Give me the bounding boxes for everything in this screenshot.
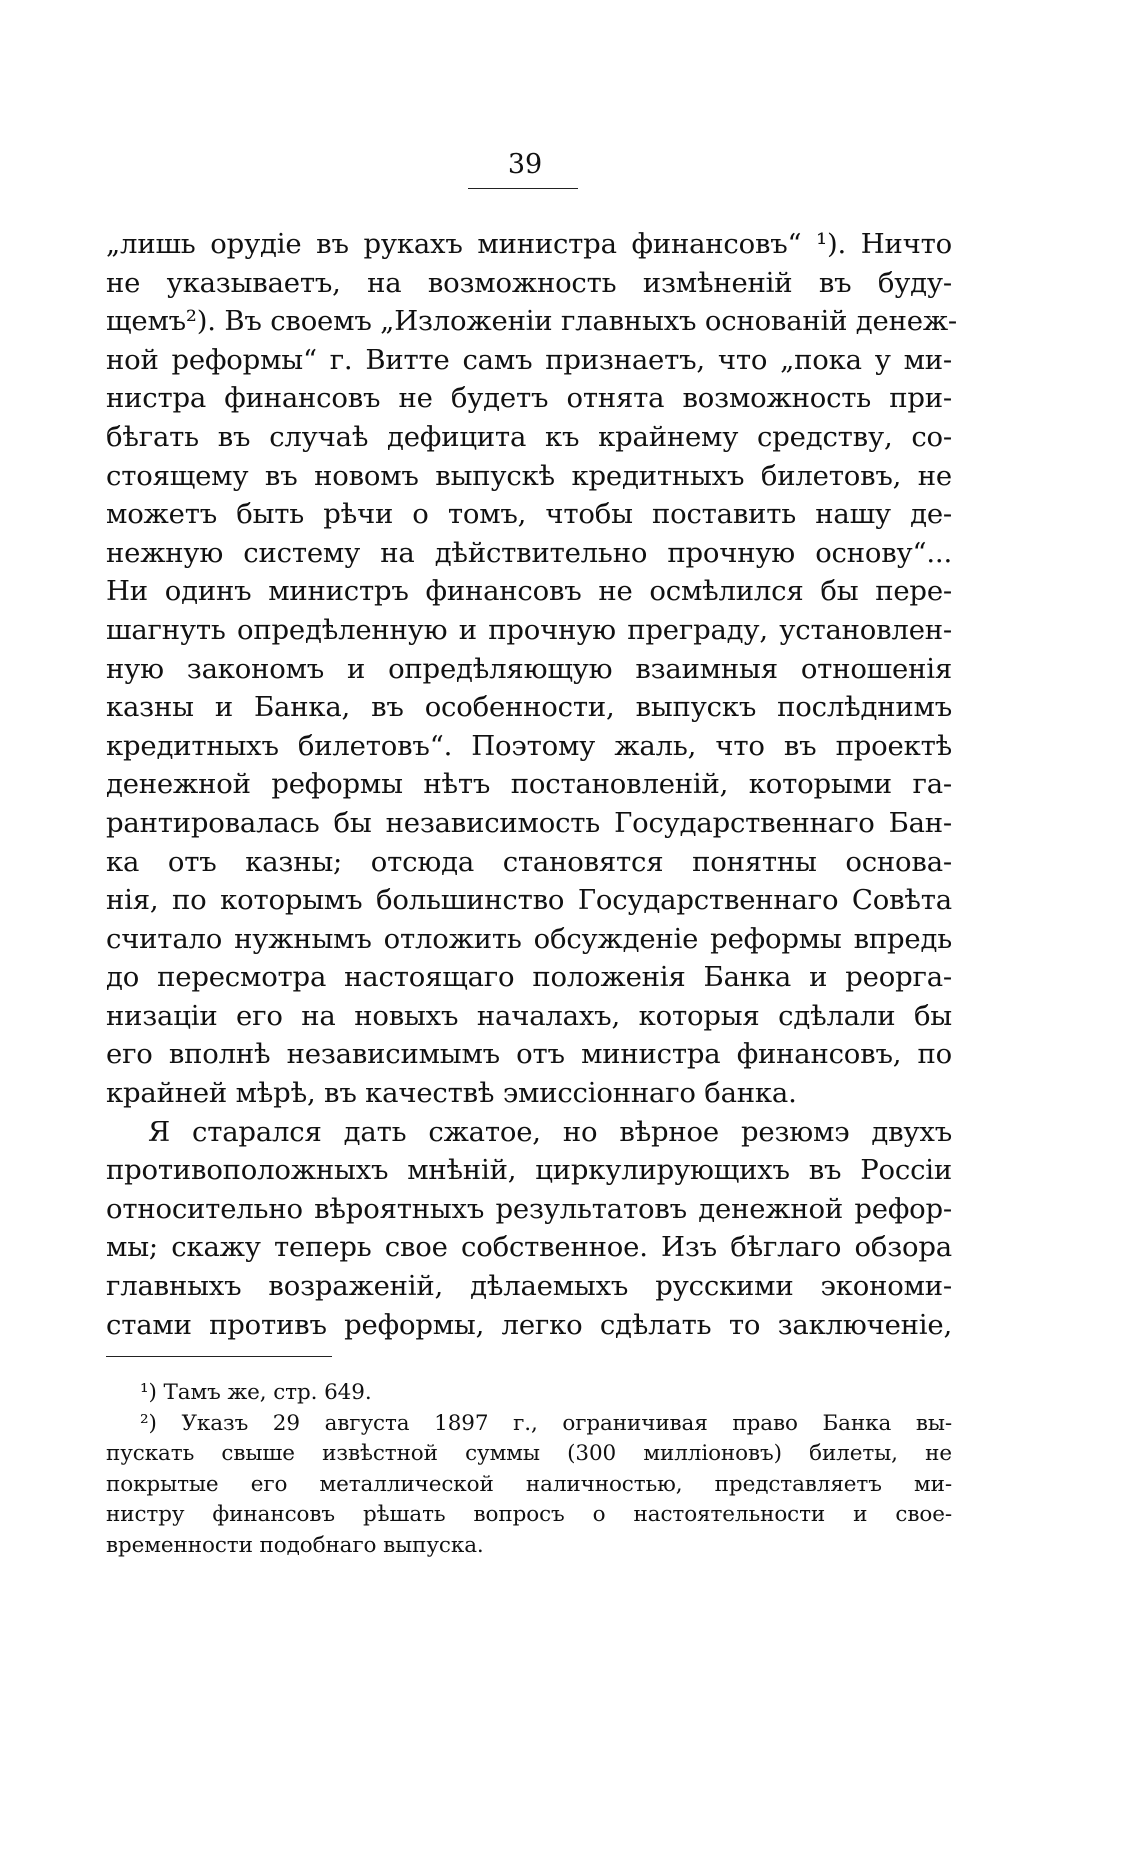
text-line: Ни одинъ министръ финансовъ не осмѣлился бы пере- [106, 575, 952, 608]
footnotes [106, 1378, 952, 1561]
text-line: мы; скажу теперь свое собственное. Изъ бѣглаго обзора [106, 1231, 952, 1264]
text-line: не указываетъ, на возможность измѣненій въ буду- [106, 266, 952, 299]
text-line: можетъ быть рѣчи о томъ, чтобы поставить нашу де- [106, 498, 952, 531]
footnote-line: нистру финансовъ рѣшать вопросъ о настоятельности и свое- [106, 1502, 952, 1527]
paragraph-2 [106, 1113, 952, 1345]
paragraph-1 [106, 225, 958, 1113]
footnote-text: Тамъ же, стр. 649. [163, 1380, 372, 1405]
text-line: нія, по которымъ большинство Государственнаго Совѣта [106, 884, 952, 917]
footnote-line: пускать свыше извѣстной суммы (300 милліоновъ) билеты, не [106, 1441, 952, 1466]
text-line: относительно вѣроятныхъ результатовъ денежной рефор- [106, 1192, 952, 1225]
footnote-line [106, 1378, 952, 1409]
text-line: низаціи его на новыхъ началахъ, которыя сдѣлали бы [106, 999, 952, 1032]
text-line: денежной реформы нѣтъ постановленій, которыми га- [106, 768, 952, 801]
text-line: противоположныхъ мнѣній, циркулирующихъ въ Россіи [106, 1154, 952, 1187]
text-line: нежную систему на дѣйствительно прочную основу“... [106, 536, 952, 569]
footnote-text: Указъ 29 августа 1897 г., ограничивая право Банка вы- [181, 1410, 952, 1436]
text-line: бѣгать въ случаѣ дефицита къ крайнему средству, со- [106, 420, 952, 453]
text-line: крайней мѣрѣ, въ качествѣ эмиссіоннаго банка. [106, 1077, 797, 1110]
text-line: кредитныхъ билетовъ“. Поэтому жаль, что въ проектѣ [106, 729, 952, 762]
text-line: рантировалась бы независимость Государственнаго Бан- [106, 806, 952, 839]
main-text [106, 225, 958, 1344]
footnote-marker: ¹) [140, 1380, 157, 1405]
footnote-line [106, 1409, 952, 1440]
footnote-marker: ²) [140, 1410, 157, 1436]
page-number: 39 [507, 149, 543, 180]
footnote-line: покрытые его металлической наличностью, представляетъ ми- [106, 1471, 952, 1497]
text-line: стами противъ реформы, легко сдѣлать то заключеніе, [106, 1308, 952, 1341]
text-line: главныхъ возраженій, дѣлаемыхъ русскими экономи- [106, 1270, 952, 1303]
text-line: „лишь орудіе въ рукахъ министра финансовъ“ ¹). Ничто [106, 228, 952, 260]
text-line: ной реформы“ г. Витте самъ признаетъ, что „пока у ми- [106, 343, 952, 376]
text-line: считало нужнымъ отложить обсужденіе реформы впредь [106, 922, 952, 955]
text-line: казны и Банка, въ особенности, выпускъ послѣднимъ [106, 691, 952, 724]
text-line: его вполнѣ независимымъ отъ министра финансовъ, по [106, 1038, 952, 1071]
text-line: до пересмотра настоящаго положенія Банка и реорга- [106, 961, 952, 994]
footnote-1 [106, 1378, 952, 1409]
page-number-rule [468, 188, 578, 189]
text-line: нистра финансовъ не будетъ отнята возможность при- [106, 382, 952, 415]
text-line: щемъ²). Въ своемъ „Изложеніи главныхъ основаній денеж- [106, 305, 958, 338]
footnote-2 [106, 1409, 952, 1562]
text-line: стоящему въ новомъ выпускѣ кредитныхъ билетовъ, не [106, 459, 952, 492]
text-line: шагнуть опредѣленную и прочную преграду, установлен- [106, 613, 952, 646]
text-line: ную закономъ и опредѣляющую взаимныя отношенія [106, 652, 952, 685]
text-line: Я старался дать сжатое, но вѣрное резюмэ двухъ [148, 1115, 952, 1148]
footnote-rule [106, 1356, 332, 1357]
text-line: ка отъ казны; отсюда становятся понятны основа- [106, 845, 952, 878]
footnote-line: временности подобнаго выпуска. [106, 1532, 484, 1558]
